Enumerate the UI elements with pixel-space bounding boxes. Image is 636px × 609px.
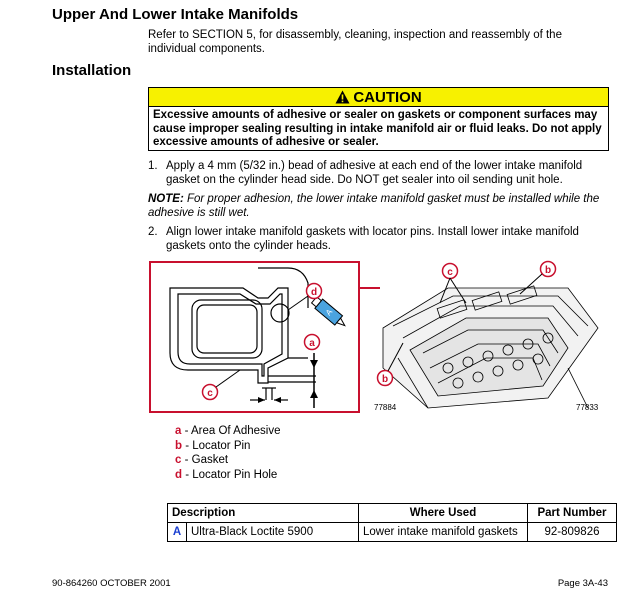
svg-text:b: b <box>381 374 389 385</box>
ref-letter: A <box>168 523 187 542</box>
caution-header <box>148 87 609 107</box>
header-description: Description <box>168 504 359 523</box>
svg-text:c: c <box>207 388 213 399</box>
svg-text:c: c <box>447 267 453 278</box>
table-header-row <box>168 504 617 523</box>
footer-right: Page 3A-43 <box>557 578 608 589</box>
legend-item: c - Gasket <box>175 454 229 466</box>
cell-where-used: Lower intake manifold gaskets <box>359 523 528 542</box>
figure-number-right: 77833 <box>576 403 599 412</box>
svg-text:d: d <box>310 287 318 298</box>
svg-text:b: b <box>544 265 552 276</box>
callout-a <box>305 335 320 350</box>
caution-text: Excessive amounts of adhesive or sealer on gaskets or component surfaces may cause improper sealing resulting in intake manifold air or fluid leaks. Do not apply excessive amounts of adhesive or sealer. <box>148 107 609 151</box>
header-part-number: Part Number <box>528 504 617 523</box>
note-label: NOTE: <box>148 193 184 205</box>
step-2-text: Align lower intake manifold gaskets with locator pins. Install lower intake manifold gaskets onto the cylinder heads. <box>166 226 579 252</box>
legend-item: a - Area Of Adhesive <box>175 425 281 437</box>
cell-description: Ultra-Black Loctite 5900 <box>187 523 359 542</box>
warning-triangle-icon <box>335 90 350 104</box>
intro-paragraph: Refer to SECTION 5, for disassembly, cleaning, inspection and reassembly of the individual components. <box>148 29 562 55</box>
step-1-number: 1. <box>148 160 158 172</box>
step-2-number: 2. <box>148 226 158 238</box>
section-title: Upper And Lower Intake Manifolds <box>52 6 299 23</box>
footer-left: 90-864260 OCTOBER 2001 <box>52 578 171 589</box>
legend-item: d - Locator Pin Hole <box>175 468 278 481</box>
header-where-used: Where Used <box>359 504 528 523</box>
legend-item: b - Locator Pin <box>175 439 251 452</box>
engine-illustration <box>383 286 598 408</box>
svg-text:a: a <box>309 338 315 349</box>
table-row <box>168 523 617 542</box>
parts-table <box>167 503 617 542</box>
installation-heading: Installation <box>52 62 132 79</box>
note-text: For proper adhesion, the lower intake manifold gasket must be installed while the adhesive is still wet. <box>148 193 600 219</box>
figure-number-left: 77884 <box>374 403 397 412</box>
figure-legend <box>175 424 281 482</box>
svg-text:A: A <box>323 307 335 318</box>
detail-frame <box>150 262 359 412</box>
step-1-text: Apply a 4 mm (5/32 in.) bead of adhesive at each end of the lower intake manifold gasket on the cylinder head side. Do NOT get sealer into oil sending unit hole. <box>166 160 583 186</box>
note <box>148 192 610 220</box>
cell-part-number: 92-809826 <box>528 523 617 542</box>
caution-title: CAUTION <box>353 89 422 106</box>
gasket-installation-figure <box>148 258 610 420</box>
